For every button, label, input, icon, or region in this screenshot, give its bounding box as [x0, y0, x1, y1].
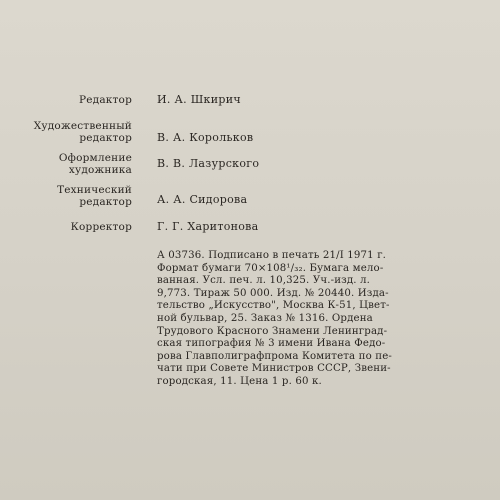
imprint-line: ская типография № 3 имени Ивана Федо-	[157, 338, 386, 350]
credit-name: В. А. Корольков	[157, 131, 254, 144]
credit-name: И. А. Шкирич	[157, 93, 241, 106]
credit-role-line: Корректор	[70, 221, 132, 233]
credit-role	[59, 152, 132, 176]
imprint-line: тельство „Искусство", Москва К-51, Цвет-	[157, 300, 390, 312]
credit-role-line: Технический	[57, 184, 132, 196]
imprint-line: ной бульвар, 25. Заказ № 1316. Ордена	[157, 312, 373, 324]
credit-role-line: Художественный	[33, 120, 132, 132]
credit-role-line: Оформление	[58, 152, 132, 164]
imprint-line: А 03736. Подписано в печать 21/I 1971 г.	[157, 250, 387, 261]
imprint-line: Трудового Красного Знамени Ленинград-	[157, 325, 388, 337]
credit-name: А. А. Сидорова	[157, 193, 248, 206]
credit-role-line: Редактор	[78, 94, 132, 106]
imprint-line: городская, 11. Цена 1 р. 60 к.	[157, 375, 322, 387]
imprint-line: чати при Совете Министров СССР, Звени-	[157, 363, 391, 375]
imprint-line: ванная. Усл. печ. л. 10,325. Уч.-изд. л.	[157, 275, 371, 287]
credit-role-line: художника	[68, 164, 132, 176]
imprint-block	[157, 250, 442, 389]
credit-role	[79, 94, 132, 106]
credit-name: В. В. Лазурского	[157, 157, 260, 170]
imprint-line: 9,773. Тираж 50 000. Изд. № 20440. Изда-	[157, 287, 389, 299]
credit-role	[34, 120, 132, 144]
imprint-line: рова Главполиграфпрома Комитета по пе-	[157, 350, 392, 362]
credit-role	[71, 221, 132, 233]
credit-role	[57, 184, 132, 208]
credit-role-line: редактор	[79, 132, 132, 144]
credit-name: Г. Г. Харитонова	[157, 220, 259, 233]
imprint-line: Формат бумаги 70×108¹/₃₂. Бумага мело-	[157, 262, 384, 274]
credit-role-line: редактор	[79, 196, 132, 208]
